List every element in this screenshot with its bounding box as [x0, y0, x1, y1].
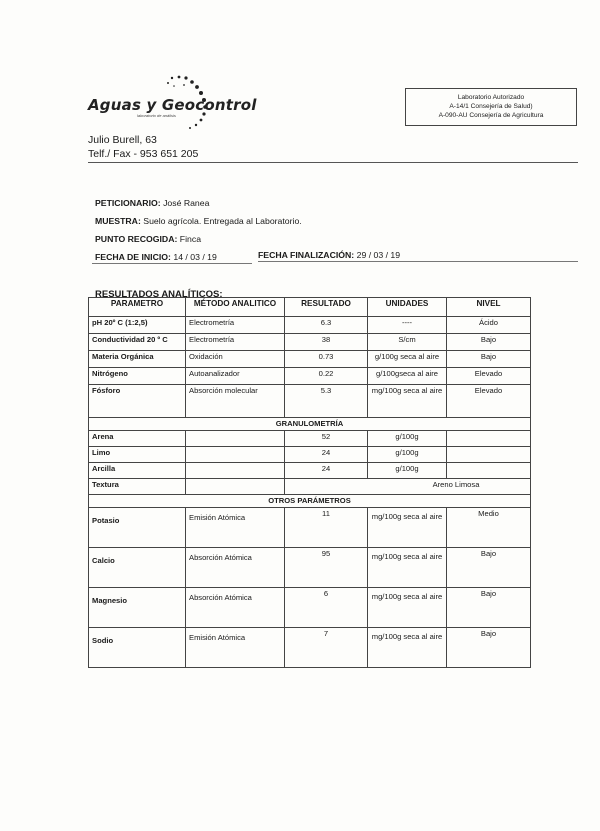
phone-line: Telf./ Fax - 953 651 205 — [88, 148, 199, 160]
result-cell: 95 — [285, 548, 368, 588]
dates-divider — [92, 263, 252, 264]
parameter-cell: Potasio — [89, 508, 186, 548]
peticionario-value: José Ranea — [163, 198, 210, 208]
parameter-cell: Arcilla — [89, 463, 186, 479]
method-cell: Oxidación — [186, 351, 285, 368]
method-cell — [186, 447, 285, 463]
table-row — [89, 431, 531, 447]
table-row — [89, 334, 531, 351]
parameter-cell: Magnesio — [89, 588, 186, 628]
punto-field — [95, 234, 201, 244]
result-cell: 52 — [285, 431, 368, 447]
units-cell: g/100g — [368, 431, 447, 447]
parameter-cell: Conductividad 20 º C — [89, 334, 186, 351]
parameter-cell: Calcio — [89, 548, 186, 588]
level-cell: Ácido — [447, 317, 531, 334]
empty-cell — [186, 479, 285, 495]
units-cell: g/100g seca al aire — [368, 351, 447, 368]
method-cell: Absorción Atómica — [186, 548, 285, 588]
lab-box-line: Laboratorio Autorizado — [457, 94, 525, 101]
company-logo: Aguas y Geocontrol — [88, 96, 257, 114]
peticionario-field — [95, 198, 209, 208]
result-cell: 0.73 — [285, 351, 368, 368]
table-row — [89, 508, 531, 548]
level-cell: Bajo — [447, 628, 531, 668]
header-cell: RESULTADO — [285, 298, 368, 317]
units-cell: g/100g — [368, 463, 447, 479]
table-row — [89, 588, 531, 628]
level-cell: Bajo — [447, 588, 531, 628]
otros-title: OTROS PARÁMETROS — [89, 495, 531, 508]
method-cell: Absorción molecular — [186, 385, 285, 418]
results-table — [88, 297, 531, 668]
units-cell: mg/100g seca al aire — [368, 508, 447, 548]
header-cell: MÉTODO ANALITICO — [186, 298, 285, 317]
result-cell: 11 — [285, 508, 368, 548]
punto-value: Finca — [179, 234, 202, 244]
table-row — [89, 385, 531, 418]
fecha-fin-value: 29 / 03 / 19 — [356, 250, 401, 260]
level-cell: Elevado — [447, 368, 531, 385]
result-cell: 24 — [285, 463, 368, 479]
parameter-cell: Arena — [89, 431, 186, 447]
method-cell: Electrometría — [186, 317, 285, 334]
dates-divider — [258, 261, 578, 262]
method-cell: Autoanalizador — [186, 368, 285, 385]
result-cell: 6 — [285, 588, 368, 628]
table-row — [89, 317, 531, 334]
parameter-cell: Nitrógeno — [89, 368, 186, 385]
parameter-cell: Materia Orgánica — [89, 351, 186, 368]
result-cell: 38 — [285, 334, 368, 351]
fecha-inicio-value: 14 / 03 / 19 — [173, 252, 217, 262]
result-cell: 24 — [285, 447, 368, 463]
level-cell — [447, 447, 531, 463]
units-cell: ---- — [368, 317, 447, 334]
lab-authorization-box — [405, 88, 577, 126]
header-cell: PARAMETRO — [89, 298, 186, 317]
level-cell: Bajo — [447, 548, 531, 588]
table-row — [89, 368, 531, 385]
header-cell: NIVEL — [447, 298, 531, 317]
company-address — [88, 133, 198, 161]
level-cell: Bajo — [447, 334, 531, 351]
section-header-row — [89, 418, 531, 431]
fecha-fin-label: FECHA FINALIZACIÓN: — [258, 250, 355, 260]
muestra-field — [95, 216, 302, 226]
method-cell: Emisión Atómica — [186, 508, 285, 548]
parameter-cell: Sodio — [89, 628, 186, 668]
granulometria-title: GRANULOMETRÍA — [89, 418, 531, 431]
address-line: Julio Burell, 63 — [88, 134, 157, 146]
units-cell: mg/100g seca al aire — [368, 548, 447, 588]
lab-box-line: A-090-AU Consejería de Agricultura — [438, 112, 544, 119]
header-cell: UNIDADES — [368, 298, 447, 317]
method-cell: Emisión Atómica — [186, 628, 285, 668]
textura-value: Areno Limosa — [285, 479, 531, 495]
table-row — [89, 548, 531, 588]
fecha-inicio-field — [95, 252, 217, 262]
method-cell: Absorción Atómica — [186, 588, 285, 628]
fecha-fin-field — [258, 250, 400, 260]
method-cell: Electrometría — [186, 334, 285, 351]
lab-box-line: A-14/1 Consejería de Salud) — [449, 103, 533, 110]
parameter-cell: pH 20º C (1:2,5) — [89, 317, 186, 334]
table-row — [89, 447, 531, 463]
peticionario-label: PETICIONARIO: — [95, 198, 161, 208]
parameter-cell: Fósforo — [89, 385, 186, 418]
level-cell: Bajo — [447, 351, 531, 368]
table-row — [89, 628, 531, 668]
units-cell: mg/100g seca al aire — [368, 588, 447, 628]
parameter-cell: Limo — [89, 447, 186, 463]
level-cell: Elevado — [447, 385, 531, 418]
level-cell — [447, 431, 531, 447]
muestra-label: MUESTRA: — [95, 216, 141, 226]
punto-label: PUNTO RECOGIDA: — [95, 234, 178, 244]
result-cell: 7 — [285, 628, 368, 668]
level-cell — [447, 463, 531, 479]
table-header-row — [89, 298, 531, 317]
section-header-row — [89, 495, 531, 508]
fecha-inicio-label: FECHA DE INICIO: — [95, 252, 171, 262]
result-cell: 6.3 — [285, 317, 368, 334]
logo-subtitle: laboratorio de análisis — [137, 113, 176, 118]
units-cell: g/100gseca al aire — [368, 368, 447, 385]
units-cell: mg/100g seca al aire — [368, 385, 447, 418]
table-row — [89, 463, 531, 479]
table-row — [89, 351, 531, 368]
header-divider — [88, 162, 578, 163]
results-title: RESULTADOS ANALÍTICOS: — [95, 289, 223, 300]
level-cell: Medio — [447, 508, 531, 548]
units-cell: g/100g — [368, 447, 447, 463]
units-cell: mg/100g seca al aire — [368, 628, 447, 668]
muestra-value: Suelo agrícola. Entregada al Laboratorio. — [143, 216, 302, 226]
method-cell — [186, 431, 285, 447]
textura-label: Textura — [89, 479, 186, 495]
method-cell — [186, 463, 285, 479]
table-row — [89, 479, 531, 495]
result-cell: 5.3 — [285, 385, 368, 418]
result-cell: 0.22 — [285, 368, 368, 385]
units-cell: S/cm — [368, 334, 447, 351]
